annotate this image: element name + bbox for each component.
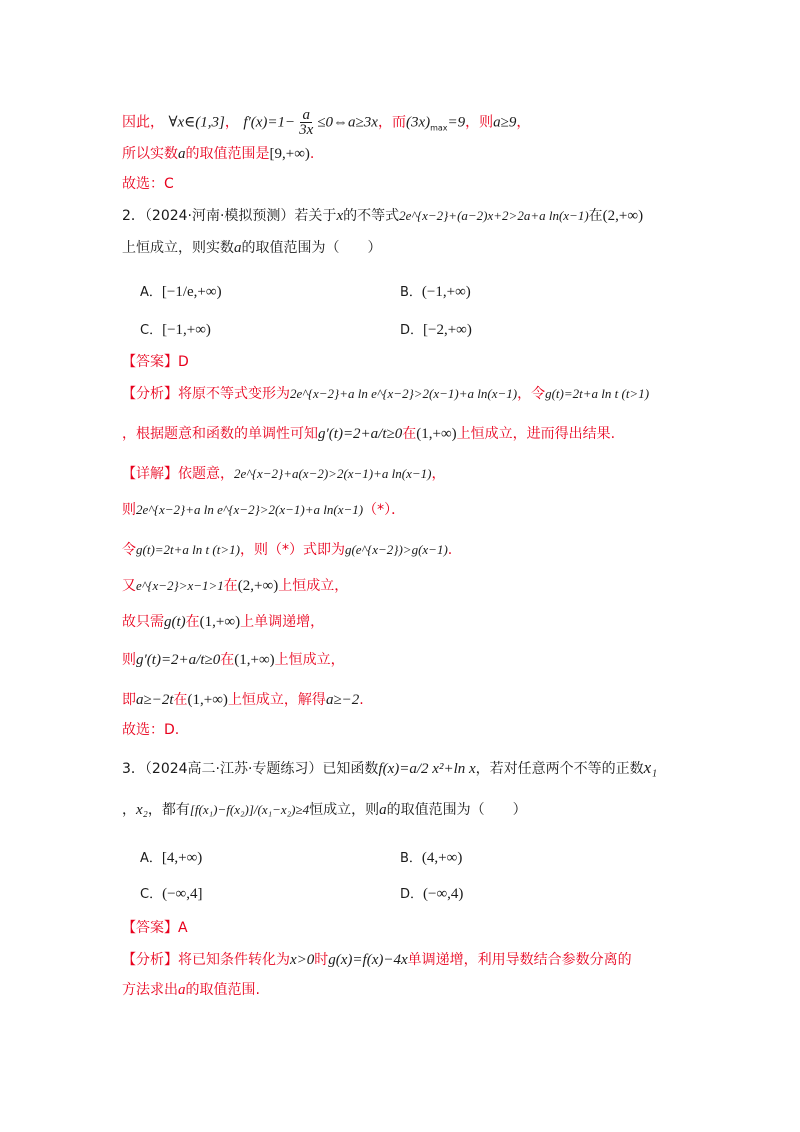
analysis-line <box>122 384 649 404</box>
text: 上单调递增， <box>240 614 325 630</box>
option-label: B． <box>400 851 422 866</box>
text: 在 <box>185 614 200 630</box>
answer-choice-line: 故选：D. <box>122 722 180 738</box>
math: a <box>234 240 242 256</box>
solution-line <box>122 108 530 138</box>
text: 上恒成立， <box>278 578 349 594</box>
text: 3．（2024高二·江苏·专题练习）已知函数 <box>122 761 379 777</box>
text: 依题意， <box>178 466 234 482</box>
option-label: C． <box>140 323 163 338</box>
option-c <box>140 884 202 905</box>
text: ，则（*）式即为 <box>239 542 345 558</box>
text: 在 <box>223 578 238 594</box>
text: 方法求出 <box>122 982 178 998</box>
math: (−1,+∞) <box>421 284 471 300</box>
math: (−∞,4) <box>423 886 464 902</box>
text: ，若对任意两个不等的正数 <box>475 761 644 777</box>
math: g(e^{x−2})>g(x−1) <box>344 542 448 557</box>
tag: 【分析】 <box>122 386 178 402</box>
text: 上恒成立， <box>274 652 345 668</box>
math: g′(t)=2+a/t≥0 <box>318 426 403 442</box>
math: (2,+∞) <box>602 208 644 224</box>
text: 恒成立，则 <box>309 802 380 818</box>
analysis-line <box>122 980 260 1000</box>
text: . <box>309 146 315 162</box>
option-a <box>140 848 202 869</box>
text: . <box>359 692 364 708</box>
text: ， <box>122 802 136 818</box>
text: 在 <box>173 692 188 708</box>
question-2-stem <box>122 238 382 258</box>
tag: 【分析】 <box>122 952 178 968</box>
math: g(t) <box>164 614 186 630</box>
math: [f(x₁)−f(x₂)]/(x₁−x₂)≥4 <box>189 802 310 817</box>
detail-line <box>122 540 452 560</box>
math: (−∞,4] <box>162 886 203 902</box>
math: [−1/e,+∞) <box>161 284 222 300</box>
text: 则 <box>122 502 136 518</box>
answer-choice-line: 故选：C <box>122 176 174 192</box>
math: x₂ <box>136 802 148 818</box>
math: a≥−2 <box>325 692 360 708</box>
text: 将已知条件转化为 <box>178 952 290 968</box>
detail-line <box>122 464 445 484</box>
math: a≥−2t <box>136 692 174 708</box>
answer-tag: 【答案】A <box>122 920 188 936</box>
math: f′(x)=1− <box>243 114 296 131</box>
math: 2e^{x−2}+a ln e^{x−2}>2(x−1)+a ln(x−1) <box>136 502 364 517</box>
math: e^{x−2}>x−1>1 <box>136 578 224 593</box>
fraction <box>297 108 315 137</box>
option-label: A． <box>140 285 162 300</box>
option-d <box>400 884 463 905</box>
math: 2e^{x−2}+(a−2)x+2>2a+a ln(x−1) <box>399 208 589 223</box>
text: 上恒成立，则实数 <box>122 240 234 256</box>
detail-line <box>122 690 364 710</box>
text: 则 <box>122 652 136 668</box>
math: (2,+∞) <box>237 578 279 594</box>
text: ， <box>224 114 239 131</box>
analysis-line <box>122 950 632 970</box>
text: 2．（2024·河南·模拟预测）若关于 <box>122 208 337 224</box>
math: g′(t)=2+a/t≥0 <box>136 652 221 668</box>
option-a <box>140 282 222 303</box>
math: f(x)=a/2 x²+ln x <box>378 761 476 777</box>
option-b <box>400 848 462 869</box>
question-2-stem <box>122 206 643 226</box>
text: 的取值范围为（ ） <box>386 802 527 818</box>
math: ≤0⇔a≥3x <box>317 114 378 131</box>
text: 时 <box>314 952 329 968</box>
question-3-stem <box>122 800 527 820</box>
text: 在 <box>220 652 235 668</box>
option-label: D． <box>400 323 424 338</box>
option-d <box>400 320 472 341</box>
numerator: a <box>302 107 310 123</box>
text: 单调递增，利用导数结合参数分离的 <box>407 952 632 968</box>
text: 令 <box>122 542 136 558</box>
math: g(x)=f(x)−4x <box>328 952 408 968</box>
math: =9 <box>447 114 466 131</box>
text: 的不等式 <box>343 208 400 224</box>
text: ，根据题意和函数的单调性可知 <box>122 426 318 442</box>
math: (1,+∞) <box>234 652 275 668</box>
text: 在 <box>402 426 417 442</box>
text: ，而 <box>377 114 406 131</box>
subscript: max <box>430 123 448 133</box>
math: 2e^{x−2}+a ln e^{x−2}>2(x−1)+a ln(x−1) <box>290 386 518 401</box>
detail-line <box>122 612 324 632</box>
text: ， <box>431 466 446 482</box>
text: 的取值范围. <box>185 982 260 998</box>
option-label: A． <box>140 851 162 866</box>
text: 即 <box>122 692 136 708</box>
text: 的取值范围为（ ） <box>241 240 382 256</box>
math: (1,+∞) <box>199 614 241 630</box>
math: x <box>336 208 344 224</box>
text: 在 <box>588 208 603 224</box>
detail-line <box>122 500 405 520</box>
math: (3x) <box>405 114 431 131</box>
math: x>0 <box>290 952 315 968</box>
text: （*）． <box>363 502 406 518</box>
option-label: D． <box>400 887 424 902</box>
option-b <box>400 282 471 303</box>
math: ∀x∈(1,3] <box>168 114 225 131</box>
math: g(t)=2t+a ln t (t>1) <box>136 542 240 557</box>
math: g(t)=2t+a ln t (t>1) <box>545 386 650 401</box>
option-label: B． <box>400 285 422 300</box>
analysis-line <box>122 424 615 444</box>
text: ，令 <box>517 386 546 402</box>
solution-line <box>122 144 314 164</box>
math: a <box>178 146 186 162</box>
text: 上恒成立，解得 <box>227 692 326 708</box>
text: 又 <box>122 578 136 594</box>
math: a≥9 <box>493 114 517 131</box>
math: a <box>178 982 186 998</box>
text: ，则 <box>465 114 494 131</box>
math: (1,+∞) <box>416 426 457 442</box>
answer-tag: 【答案】D <box>122 354 189 370</box>
math: [−1,+∞) <box>162 322 211 338</box>
math: [−2,+∞) <box>423 322 472 338</box>
text: 上恒成立，进而得出结果. <box>456 426 616 442</box>
detail-line <box>122 576 348 596</box>
text: 的取值范围是 <box>185 146 270 162</box>
math: (4,+∞) <box>421 850 463 866</box>
math: x₁ <box>643 758 658 777</box>
math: [9,+∞) <box>269 146 310 162</box>
text: ，都有 <box>147 802 190 818</box>
tag: 【详解】 <box>122 466 178 482</box>
math: [4,+∞) <box>161 850 203 866</box>
detail-line <box>122 650 345 670</box>
option-label: C． <box>140 887 163 902</box>
math: (1,+∞) <box>187 692 228 708</box>
text: . <box>447 542 453 558</box>
denominator: 3x <box>299 122 314 138</box>
text: ， <box>516 114 531 131</box>
text: 将原不等式变形为 <box>178 386 290 402</box>
text: 所以实数 <box>122 146 178 162</box>
text: 因此， <box>122 114 164 131</box>
option-c <box>140 320 211 341</box>
math: 2e^{x−2}+a(x−2)>2(x−1)+a ln(x−1) <box>234 466 432 481</box>
text: 故只需 <box>122 614 164 630</box>
math: a <box>379 802 387 818</box>
question-3-stem <box>122 758 657 779</box>
